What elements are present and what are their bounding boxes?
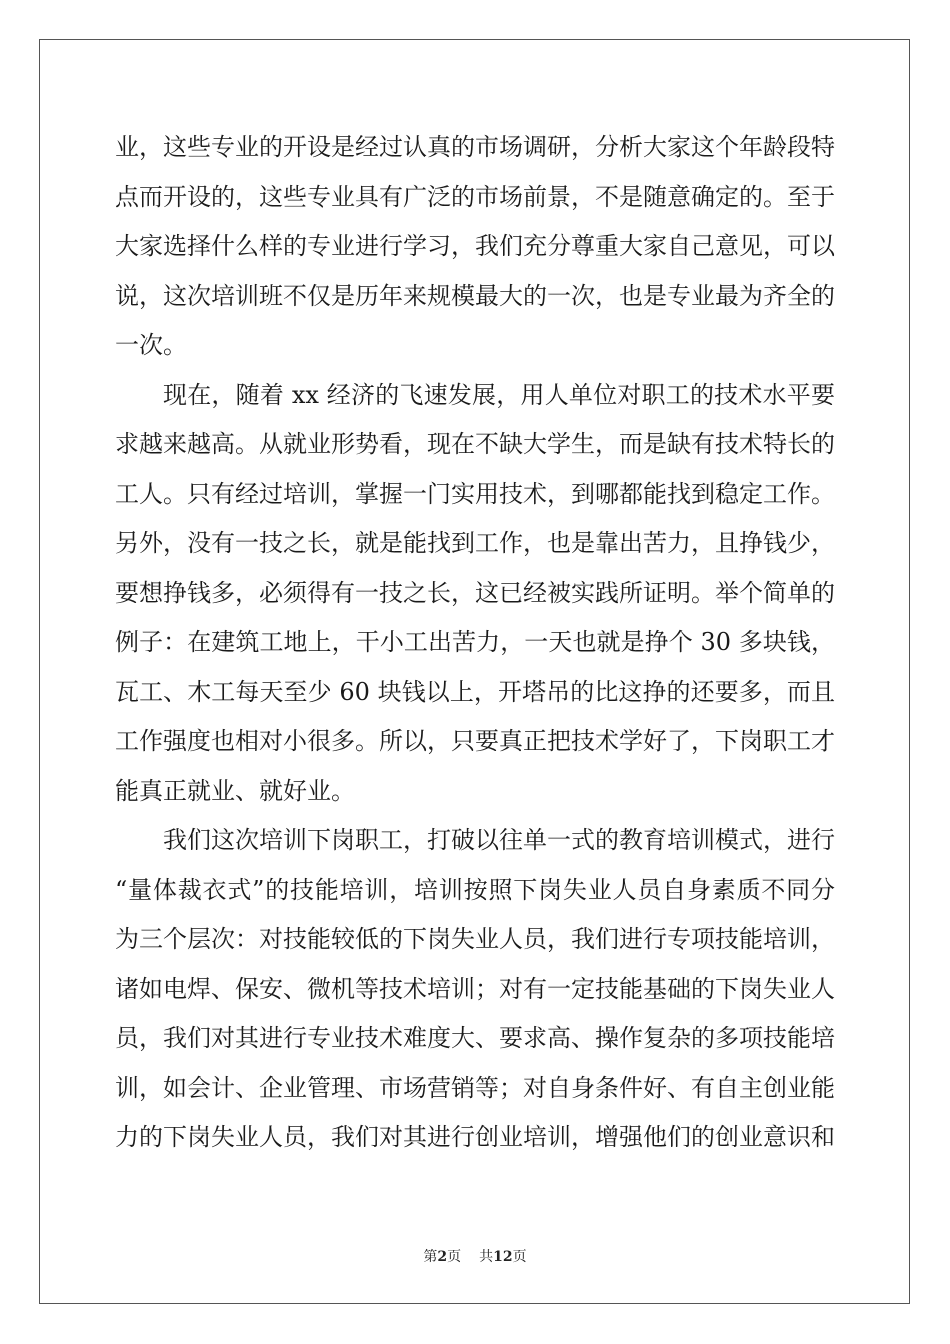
page-footer — [0, 1246, 950, 1266]
text-line: 业，这些专业的开设是经过认真的市场调研，分析大家这个年龄段特 — [115, 133, 835, 161]
page-total-suffix: 页 — [512, 1249, 527, 1265]
text-line: 工人。只有经过培训，掌握一门实用技术，到哪都能找到稳定工作。 — [115, 479, 835, 508]
text-line: 例子：在建筑工地上，干小工出苦力，一天也就是挣个 30 多块钱， — [115, 628, 835, 656]
page-number-current: 2 — [437, 1249, 448, 1265]
text-line: 大家选择什么样的专业进行学习，我们充分尊重大家自己意见，可以 — [115, 232, 835, 260]
paragraph — [115, 123, 835, 371]
text-line: 现在，随着 xx 经济的飞速发展，用人单位对职工的技术水平要 — [163, 380, 835, 409]
document-body — [115, 123, 835, 1163]
text-line: 说，这次培训班不仅是历年来规模最大的一次，也是专业最为齐全的 — [115, 281, 835, 310]
text-line: 一次。 — [115, 331, 187, 359]
paragraph — [115, 371, 835, 817]
text-line: 力的下岗失业人员，我们对其进行创业培训，增强他们的创业意识和 — [115, 1123, 835, 1151]
text-line: 要想挣钱多，必须得有一技之长，这已经被实践所证明。举个简单的 — [115, 578, 835, 607]
page-number-prefix: 第 — [423, 1249, 438, 1265]
text-line: 工作强度也相对小很多。所以，只要真正把技术学好了，下岗职工才 — [115, 727, 835, 755]
text-line: 求越来越高。从就业形势看，现在不缺大学生，而是缺有技术特长的 — [115, 430, 835, 458]
text-line: 训，如会计、企业管理、市场营销等；对自身条件好、有自主创业能 — [115, 1073, 835, 1102]
text-line: 能真正就业、就好业。 — [115, 776, 355, 805]
page-number-suffix: 页 — [447, 1249, 462, 1265]
text-line: 瓦工、木工每天至少 60 块钱以上，开塔吊的比这挣的还要多，而且 — [115, 677, 835, 706]
text-line: 诸如电焊、保安、微机等技术培训；对有一定技能基础的下岗失业人 — [115, 974, 835, 1003]
text-line: 为三个层次：对技能较低的下岗失业人员，我们进行专项技能培训， — [115, 925, 835, 953]
text-line: 另外，没有一技之长，就是能找到工作，也是靠出苦力，且挣钱少， — [115, 529, 835, 557]
paragraph — [115, 816, 835, 1163]
page-total-prefix: 共 — [479, 1249, 494, 1265]
text-line: 员，我们对其进行专业技术难度大、要求高、操作复杂的多项技能培 — [115, 1024, 835, 1052]
text-line: “量体裁衣式”的技能培训，培训按照下岗失业人员自身素质不同分 — [115, 875, 835, 904]
text-line: 点而开设的，这些专业具有广泛的市场前景，不是随意确定的。至于 — [115, 182, 835, 211]
page-total-count: 12 — [493, 1249, 513, 1265]
text-line: 我们这次培训下岗职工，打破以往单一式的教育培训模式，进行 — [163, 826, 835, 854]
